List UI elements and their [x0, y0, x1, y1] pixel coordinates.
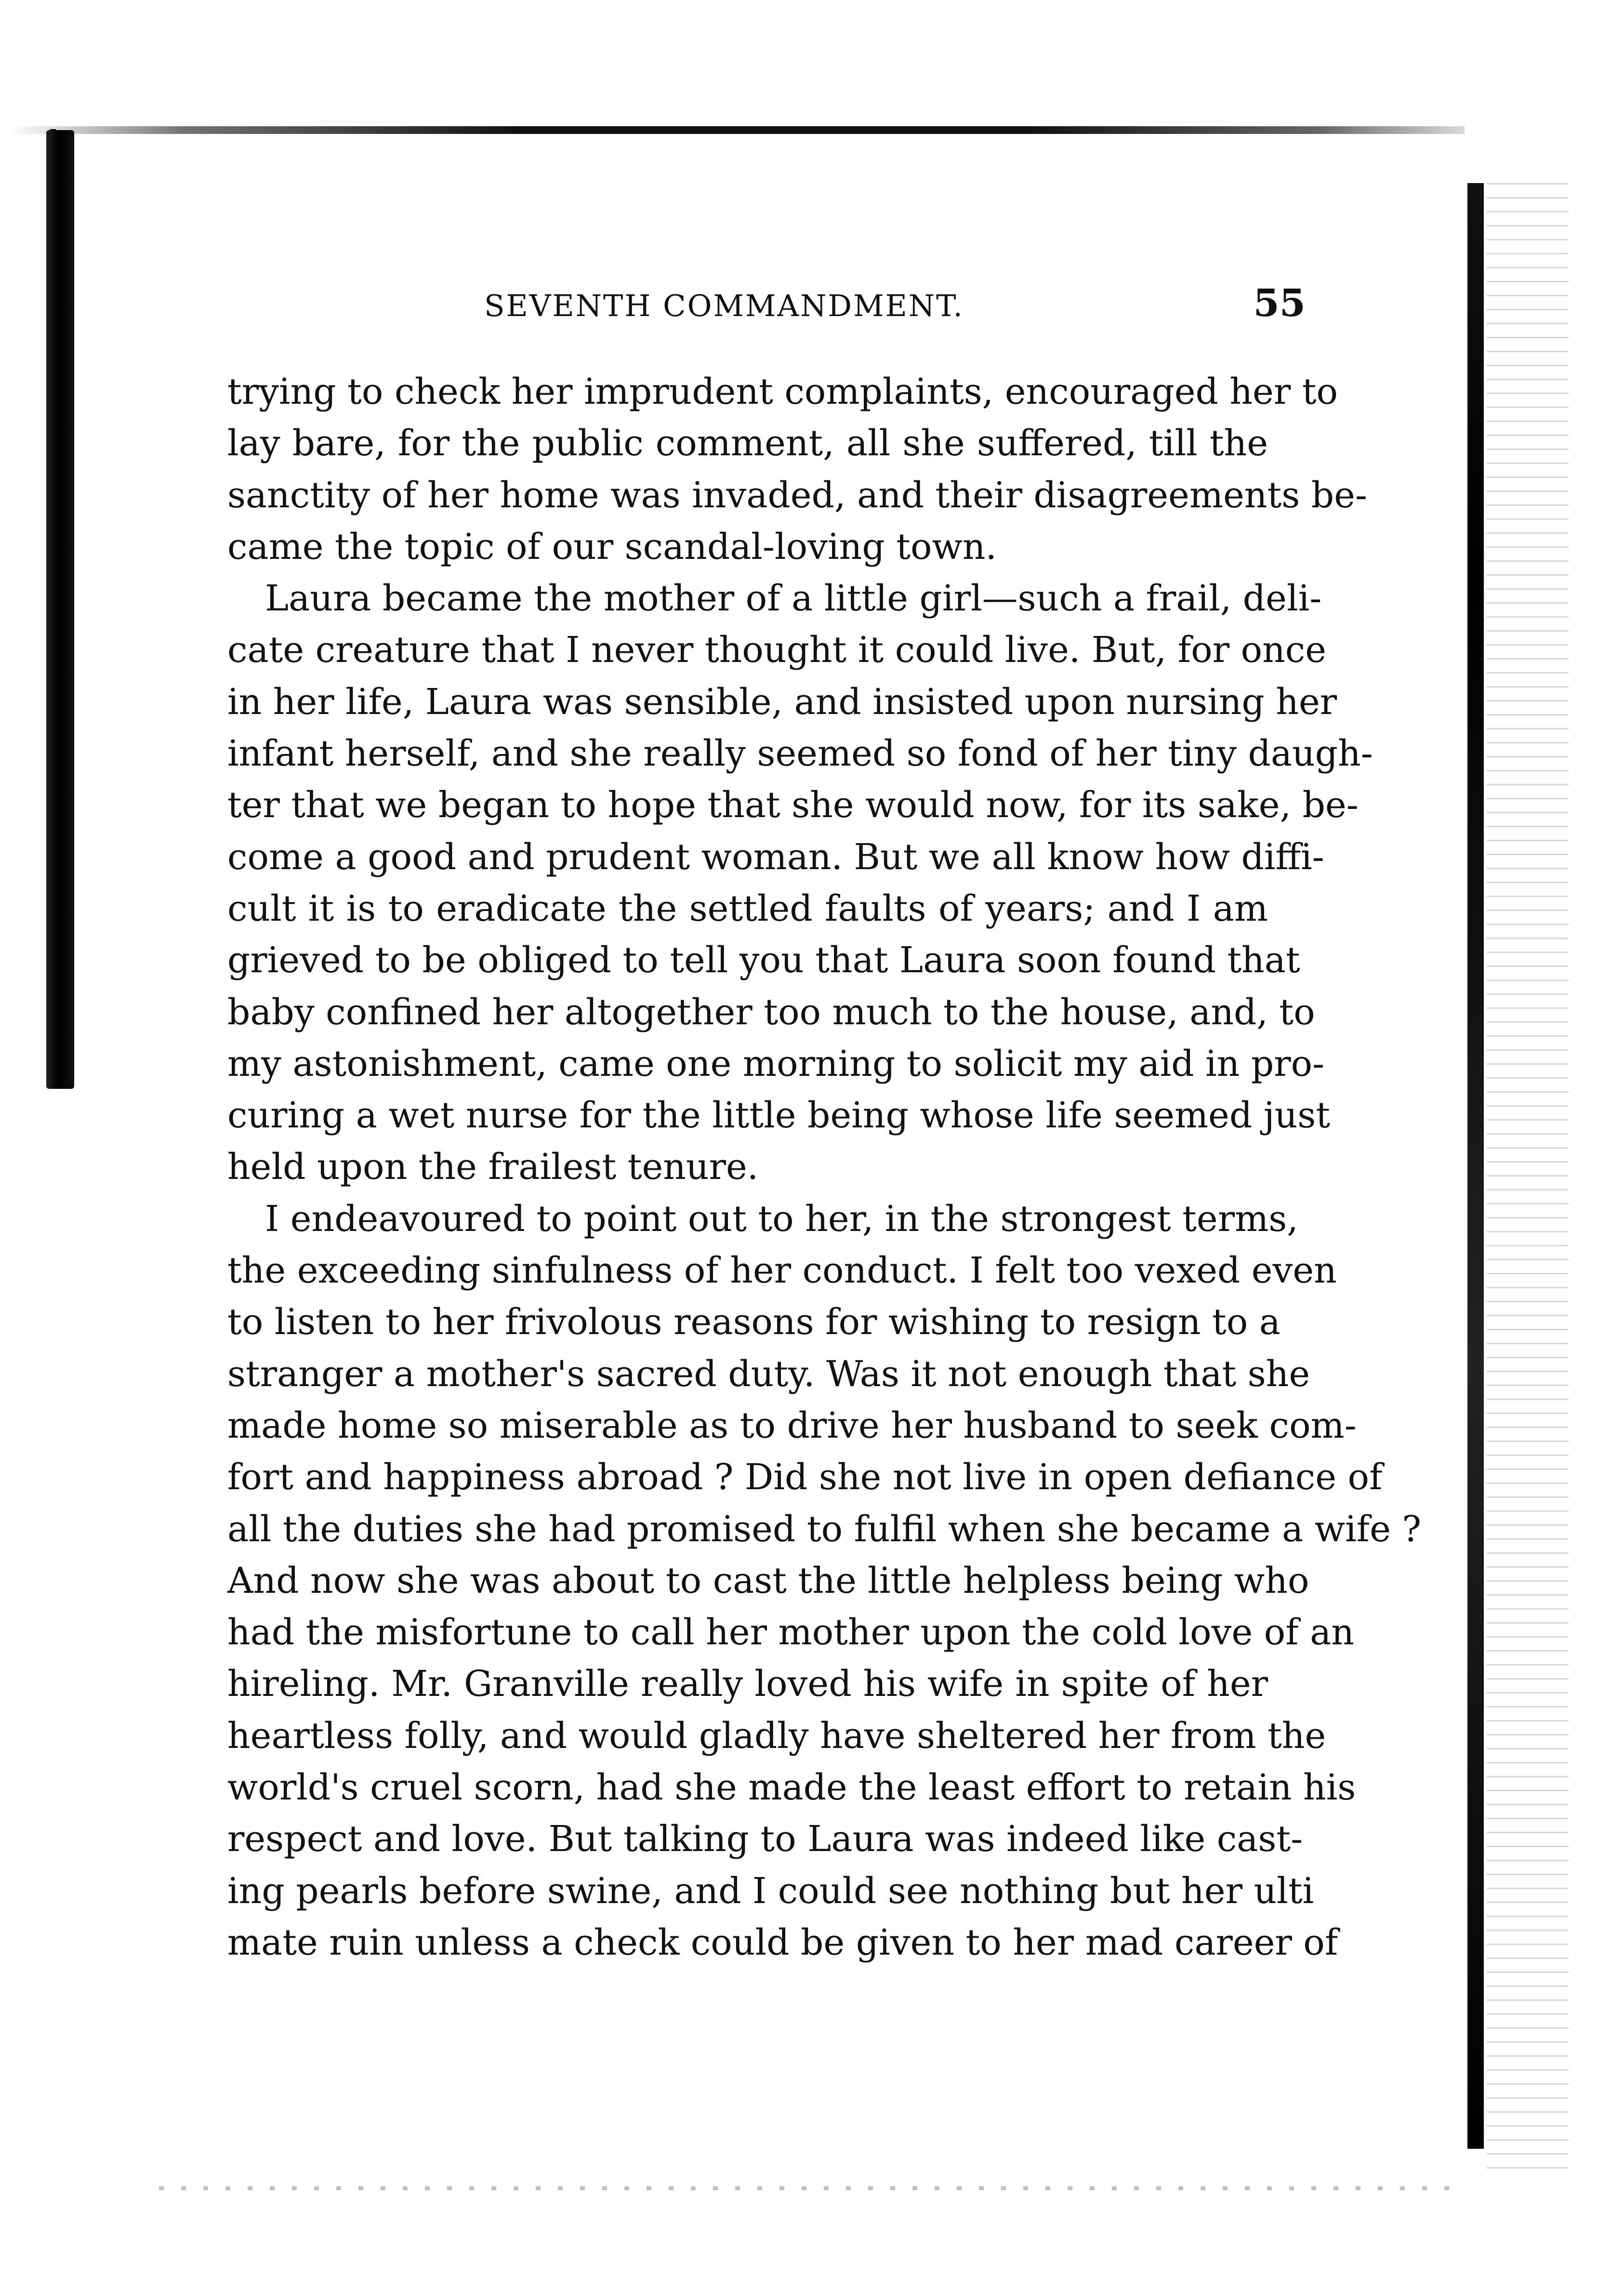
text-line: hireling. Mr. Granville really loved his wife in spite of her: [227, 1663, 1268, 1705]
scan-right-edge-shadow: [1467, 183, 1484, 2149]
text-line: came the topic of our scandal-loving town.: [227, 526, 997, 568]
text-line: my astonishment, came one morning to solicit my aid in pro-: [227, 1043, 1325, 1085]
text-line: ter that we began to hope that she would now, for its sake, be-: [227, 784, 1359, 826]
text-line: infant herself, and she really seemed so fond of her tiny daugh-: [227, 733, 1373, 775]
text-line: held upon the frailest tenure.: [227, 1146, 759, 1188]
text-line: I endeavoured to point out to her, in the strongest terms,: [265, 1198, 1298, 1240]
text-line: curing a wet nurse for the little being whose life seemed just: [227, 1095, 1331, 1137]
text-line: world's cruel scorn, had she made the least effort to retain his: [227, 1767, 1356, 1809]
text-line: fort and happiness abroad ? Did she not live in open defiance of: [227, 1456, 1383, 1498]
scan-left-edge-shadow: [46, 130, 74, 1089]
scan-top-edge-shadow: [10, 126, 1465, 134]
text-line: the exceeding sinfulness of her conduct. I felt too vexed even: [227, 1250, 1337, 1292]
text-line: cult it is to eradicate the settled faults of years; and I am: [227, 887, 1268, 929]
text-line: in her life, Laura was sensible, and insisted upon nursing her: [227, 681, 1337, 723]
text-line: stranger a mother's sacred duty. Was it not enough that she: [227, 1353, 1310, 1395]
text-line: Laura became the mother of a little girl—such a frail, deli-: [265, 578, 1322, 620]
text-line: mate ruin unless a check could be given to her mad career of: [227, 1921, 1338, 1963]
text-line: to listen to her frivolous reasons for wishing to resign to a: [227, 1301, 1281, 1343]
text-line: had the misfortune to call her mother upon the cold love of an: [227, 1612, 1354, 1653]
text-line: sanctity of her home was invaded, and their disagreements be-: [227, 474, 1367, 516]
text-line: ing pearls before swine, and I could see nothing but her ulti: [227, 1870, 1314, 1912]
text-line: heartless folly, and would gladly have sheltered her from the: [227, 1715, 1326, 1757]
text-line: all the duties she had promised to fulfil when she became a wife ?: [227, 1508, 1422, 1550]
text-line: trying to check her imprudent complaints, encouraged her to: [227, 371, 1338, 412]
body-text: [227, 366, 1422, 1969]
scan-right-edge-speckle: [1487, 183, 1569, 2178]
text-line: And now she was about to cast the little helpless being who: [227, 1560, 1309, 1601]
page-number: 55: [1253, 281, 1306, 325]
running-head: SEVENTH COMMANDMENT.: [484, 288, 964, 323]
text-line: lay bare, for the public comment, all she suffered, till the: [227, 423, 1268, 464]
text-line: come a good and prudent woman. But we all know how diffi-: [227, 836, 1324, 878]
text-line: cate creature that I never thought it could live. But, for once: [227, 629, 1327, 671]
scan-bottom-dust: [159, 2186, 1460, 2190]
text-line: respect and love. But talking to Laura was indeed like cast-: [227, 1818, 1303, 1860]
text-line: baby confined her altogether too much to the house, and, to: [227, 991, 1315, 1033]
text-line: made home so miserable as to drive her husband to seek com-: [227, 1404, 1357, 1446]
text-line: grieved to be obliged to tell you that Laura soon found that: [227, 939, 1300, 981]
